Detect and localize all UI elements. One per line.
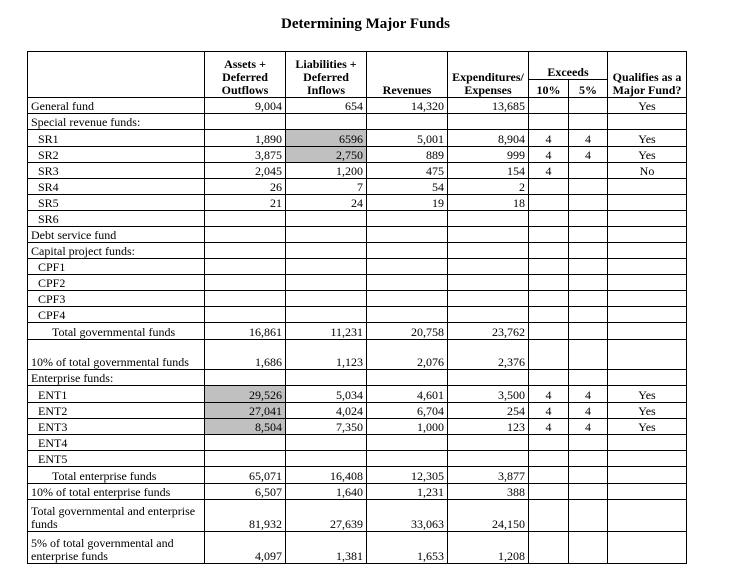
- row-label: Total enterprise funds: [28, 467, 205, 484]
- cell-liabilities: 7: [286, 179, 367, 195]
- cell-expenditures: 2: [448, 179, 529, 195]
- cell-revenues: 33,063: [367, 500, 448, 532]
- cell-qualifies: [608, 275, 687, 291]
- cell-expenditures: [448, 451, 529, 467]
- table-row: [28, 386, 687, 403]
- cell-qualifies: Yes: [608, 419, 687, 435]
- cell-exceeds-5: [569, 243, 608, 259]
- cell-liabilities: [286, 227, 367, 243]
- cell-liabilities: 7,350: [286, 419, 367, 435]
- major-funds-table: [27, 51, 687, 564]
- cell-exceeds-10: [529, 259, 569, 275]
- table-row: [28, 147, 687, 163]
- cell-exceeds-5: [569, 370, 608, 386]
- table-row: [28, 275, 687, 291]
- cell-qualifies: [608, 195, 687, 211]
- cell-liabilities: 654: [286, 98, 367, 114]
- cell-assets: [205, 211, 286, 227]
- cell-exceeds-5: 4: [569, 419, 608, 435]
- table-row: [28, 163, 687, 179]
- table-row: [28, 532, 687, 564]
- cell-exceeds-5: [569, 259, 608, 275]
- cell-exceeds-5: [569, 179, 608, 195]
- cell-expenditures: 2,376: [448, 340, 529, 370]
- row-label: ENT1: [28, 386, 205, 403]
- cell-revenues: 5,001: [367, 130, 448, 147]
- cell-exceeds-10: [529, 500, 569, 532]
- row-label: SR2: [28, 147, 205, 163]
- cell-exceeds-5: 4: [569, 130, 608, 147]
- cell-exceeds-5: [569, 275, 608, 291]
- cell-expenditures: 18: [448, 195, 529, 211]
- cell-qualifies: [608, 435, 687, 451]
- row-label: ENT3: [28, 419, 205, 435]
- row-label: ENT2: [28, 403, 205, 419]
- table-row: [28, 243, 687, 259]
- cell-expenditures: 388: [448, 484, 529, 500]
- table-row: [28, 195, 687, 211]
- cell-expenditures: 24,150: [448, 500, 529, 532]
- cell-expenditures: 3,877: [448, 467, 529, 484]
- cell-exceeds-10: [529, 211, 569, 227]
- table-row: [28, 114, 687, 130]
- header-exceeds: Exceeds: [529, 52, 608, 80]
- cell-liabilities: [286, 370, 367, 386]
- cell-qualifies: Yes: [608, 147, 687, 163]
- cell-revenues: [367, 243, 448, 259]
- cell-assets: [205, 451, 286, 467]
- cell-exceeds-5: [569, 435, 608, 451]
- cell-assets: [205, 259, 286, 275]
- cell-revenues: 14,320: [367, 98, 448, 114]
- row-label: ENT4: [28, 435, 205, 451]
- cell-exceeds-10: [529, 484, 569, 500]
- cell-assets: [205, 275, 286, 291]
- table-body: [28, 98, 687, 564]
- cell-qualifies: Yes: [608, 386, 687, 403]
- cell-exceeds-10: [529, 114, 569, 130]
- cell-qualifies: [608, 467, 687, 484]
- cell-qualifies: [608, 307, 687, 323]
- cell-liabilities: [286, 275, 367, 291]
- cell-expenditures: [448, 307, 529, 323]
- cell-liabilities: 6596: [286, 130, 367, 147]
- row-label: Enterprise funds:: [28, 370, 205, 386]
- row-label: ENT5: [28, 451, 205, 467]
- table-row: [28, 340, 687, 370]
- cell-assets: 27,041: [205, 403, 286, 419]
- cell-expenditures: [448, 291, 529, 307]
- cell-exceeds-5: [569, 340, 608, 370]
- cell-expenditures: 999: [448, 147, 529, 163]
- cell-revenues: [367, 259, 448, 275]
- cell-exceeds-5: [569, 532, 608, 564]
- cell-revenues: [367, 370, 448, 386]
- cell-qualifies: Yes: [608, 98, 687, 114]
- row-label: SR4: [28, 179, 205, 195]
- cell-assets: [205, 243, 286, 259]
- table-row: [28, 291, 687, 307]
- cell-revenues: [367, 435, 448, 451]
- cell-assets: 1,890: [205, 130, 286, 147]
- cell-revenues: [367, 307, 448, 323]
- cell-exceeds-10: 4: [529, 147, 569, 163]
- row-label: Total governmental funds: [28, 323, 205, 340]
- cell-liabilities: 1,640: [286, 484, 367, 500]
- cell-liabilities: [286, 451, 367, 467]
- cell-exceeds-5: [569, 484, 608, 500]
- table-row: [28, 323, 687, 340]
- row-label: SR3: [28, 163, 205, 179]
- cell-assets: [205, 307, 286, 323]
- cell-exceeds-10: [529, 227, 569, 243]
- cell-expenditures: 8,904: [448, 130, 529, 147]
- cell-liabilities: 1,381: [286, 532, 367, 564]
- table-row: [28, 130, 687, 147]
- cell-assets: 3,875: [205, 147, 286, 163]
- cell-revenues: 54: [367, 179, 448, 195]
- cell-assets: 6,507: [205, 484, 286, 500]
- cell-assets: [205, 370, 286, 386]
- cell-liabilities: 24: [286, 195, 367, 211]
- header-pct10: 10%: [529, 80, 569, 98]
- cell-exceeds-10: 4: [529, 419, 569, 435]
- cell-exceeds-10: 4: [529, 403, 569, 419]
- cell-assets: 21: [205, 195, 286, 211]
- page-title: Determining Major Funds: [281, 16, 450, 32]
- row-label: 5% of total governmental and enterprise funds: [28, 532, 205, 564]
- row-label: General fund: [28, 98, 205, 114]
- cell-exceeds-5: [569, 98, 608, 114]
- cell-assets: [205, 435, 286, 451]
- cell-revenues: [367, 451, 448, 467]
- cell-assets: [205, 114, 286, 130]
- cell-exceeds-10: [529, 435, 569, 451]
- cell-qualifies: [608, 532, 687, 564]
- table-row: [28, 307, 687, 323]
- cell-liabilities: 27,639: [286, 500, 367, 532]
- cell-exceeds-10: [529, 179, 569, 195]
- cell-expenditures: 254: [448, 403, 529, 419]
- cell-revenues: [367, 275, 448, 291]
- cell-exceeds-10: [529, 243, 569, 259]
- row-label: CPF2: [28, 275, 205, 291]
- cell-expenditures: [448, 435, 529, 451]
- row-label: 10% of total governmental funds: [28, 340, 205, 370]
- row-label: Special revenue funds:: [28, 114, 205, 130]
- cell-exceeds-5: 4: [569, 403, 608, 419]
- cell-expenditures: [448, 370, 529, 386]
- cell-liabilities: 16,408: [286, 467, 367, 484]
- cell-exceeds-5: [569, 291, 608, 307]
- row-label: Debt service fund: [28, 227, 205, 243]
- cell-assets: 29,526: [205, 386, 286, 403]
- cell-revenues: 19: [367, 195, 448, 211]
- cell-exceeds-10: [529, 451, 569, 467]
- header-revenues: Revenues: [367, 52, 448, 98]
- cell-liabilities: 5,034: [286, 386, 367, 403]
- header-assets: Assets + Deferred Outflows: [205, 52, 286, 98]
- row-label: CPF3: [28, 291, 205, 307]
- cell-liabilities: [286, 243, 367, 259]
- cell-expenditures: 13,685: [448, 98, 529, 114]
- cell-exceeds-10: [529, 323, 569, 340]
- cell-expenditures: [448, 114, 529, 130]
- cell-revenues: 475: [367, 163, 448, 179]
- cell-exceeds-10: 4: [529, 386, 569, 403]
- cell-expenditures: 123: [448, 419, 529, 435]
- row-label: CPF1: [28, 259, 205, 275]
- cell-expenditures: 3,500: [448, 386, 529, 403]
- cell-revenues: 1,653: [367, 532, 448, 564]
- cell-liabilities: [286, 259, 367, 275]
- cell-exceeds-5: [569, 467, 608, 484]
- cell-revenues: 6,704: [367, 403, 448, 419]
- cell-revenues: 20,758: [367, 323, 448, 340]
- cell-qualifies: [608, 340, 687, 370]
- cell-exceeds-10: [529, 532, 569, 564]
- cell-qualifies: No: [608, 163, 687, 179]
- table-row: [28, 435, 687, 451]
- cell-exceeds-10: [529, 340, 569, 370]
- cell-exceeds-10: [529, 467, 569, 484]
- table-row: [28, 98, 687, 114]
- header-qualifies: Qualifies as a Major Fund?: [608, 52, 687, 98]
- cell-exceeds-10: 4: [529, 163, 569, 179]
- table-row: [28, 451, 687, 467]
- cell-liabilities: 2,750: [286, 147, 367, 163]
- row-label: Total governmental and enterprise funds: [28, 500, 205, 532]
- cell-exceeds-5: [569, 163, 608, 179]
- row-label: CPF4: [28, 307, 205, 323]
- cell-qualifies: [608, 179, 687, 195]
- cell-qualifies: [608, 500, 687, 532]
- cell-exceeds-5: [569, 323, 608, 340]
- cell-revenues: 2,076: [367, 340, 448, 370]
- table-row: [28, 370, 687, 386]
- cell-revenues: [367, 227, 448, 243]
- cell-liabilities: 11,231: [286, 323, 367, 340]
- table-row: [28, 467, 687, 484]
- cell-exceeds-5: [569, 451, 608, 467]
- cell-exceeds-5: [569, 211, 608, 227]
- cell-qualifies: Yes: [608, 403, 687, 419]
- cell-exceeds-10: [529, 98, 569, 114]
- cell-revenues: [367, 114, 448, 130]
- cell-qualifies: [608, 484, 687, 500]
- cell-liabilities: 4,024: [286, 403, 367, 419]
- cell-liabilities: [286, 211, 367, 227]
- cell-assets: 65,071: [205, 467, 286, 484]
- cell-qualifies: [608, 259, 687, 275]
- cell-revenues: 1,231: [367, 484, 448, 500]
- cell-qualifies: [608, 243, 687, 259]
- cell-exceeds-10: [529, 307, 569, 323]
- cell-liabilities: 1,200: [286, 163, 367, 179]
- cell-revenues: 889: [367, 147, 448, 163]
- cell-expenditures: [448, 227, 529, 243]
- header-expenditures: Expenditures/ Expenses: [448, 52, 529, 98]
- table-row: [28, 484, 687, 500]
- cell-qualifies: [608, 370, 687, 386]
- cell-expenditures: 1,208: [448, 532, 529, 564]
- cell-exceeds-5: [569, 307, 608, 323]
- cell-exceeds-10: 4: [529, 130, 569, 147]
- cell-expenditures: [448, 275, 529, 291]
- cell-qualifies: Yes: [608, 130, 687, 147]
- cell-exceeds-5: [569, 114, 608, 130]
- cell-exceeds-5: 4: [569, 147, 608, 163]
- row-label: SR6: [28, 211, 205, 227]
- cell-revenues: 1,000: [367, 419, 448, 435]
- cell-qualifies: [608, 323, 687, 340]
- cell-liabilities: [286, 291, 367, 307]
- cell-revenues: 12,305: [367, 467, 448, 484]
- cell-revenues: 4,601: [367, 386, 448, 403]
- header-pct5: 5%: [569, 80, 608, 98]
- table-row: [28, 500, 687, 532]
- cell-assets: 4,097: [205, 532, 286, 564]
- cell-expenditures: [448, 243, 529, 259]
- row-label: 10% of total enterprise funds: [28, 484, 205, 500]
- cell-exceeds-10: [529, 291, 569, 307]
- cell-exceeds-5: [569, 500, 608, 532]
- cell-expenditures: [448, 259, 529, 275]
- table-row: [28, 419, 687, 435]
- cell-assets: 2,045: [205, 163, 286, 179]
- cell-liabilities: [286, 307, 367, 323]
- table-row: [28, 259, 687, 275]
- row-label: SR1: [28, 130, 205, 147]
- cell-liabilities: 1,123: [286, 340, 367, 370]
- cell-exceeds-5: [569, 227, 608, 243]
- cell-assets: 26: [205, 179, 286, 195]
- cell-revenues: [367, 211, 448, 227]
- cell-expenditures: 23,762: [448, 323, 529, 340]
- cell-assets: [205, 227, 286, 243]
- cell-liabilities: [286, 114, 367, 130]
- row-label: Capital project funds:: [28, 243, 205, 259]
- cell-assets: 81,932: [205, 500, 286, 532]
- table-row: [28, 211, 687, 227]
- cell-exceeds-10: [529, 195, 569, 211]
- cell-qualifies: [608, 451, 687, 467]
- header-fund: [28, 52, 205, 98]
- cell-assets: 8,504: [205, 419, 286, 435]
- cell-exceeds-10: [529, 370, 569, 386]
- cell-expenditures: [448, 211, 529, 227]
- cell-revenues: [367, 291, 448, 307]
- cell-exceeds-10: [529, 275, 569, 291]
- cell-qualifies: [608, 211, 687, 227]
- cell-qualifies: [608, 227, 687, 243]
- cell-qualifies: [608, 114, 687, 130]
- cell-assets: 9,004: [205, 98, 286, 114]
- cell-expenditures: 154: [448, 163, 529, 179]
- cell-assets: 16,861: [205, 323, 286, 340]
- cell-assets: [205, 291, 286, 307]
- table-row: [28, 179, 687, 195]
- cell-assets: 1,686: [205, 340, 286, 370]
- cell-exceeds-5: 4: [569, 386, 608, 403]
- cell-exceeds-5: [569, 195, 608, 211]
- cell-qualifies: [608, 291, 687, 307]
- row-label: SR5: [28, 195, 205, 211]
- cell-liabilities: [286, 435, 367, 451]
- table-row: [28, 227, 687, 243]
- header-liabilities: Liabilities + Deferred Inflows: [286, 52, 367, 98]
- table-row: [28, 403, 687, 419]
